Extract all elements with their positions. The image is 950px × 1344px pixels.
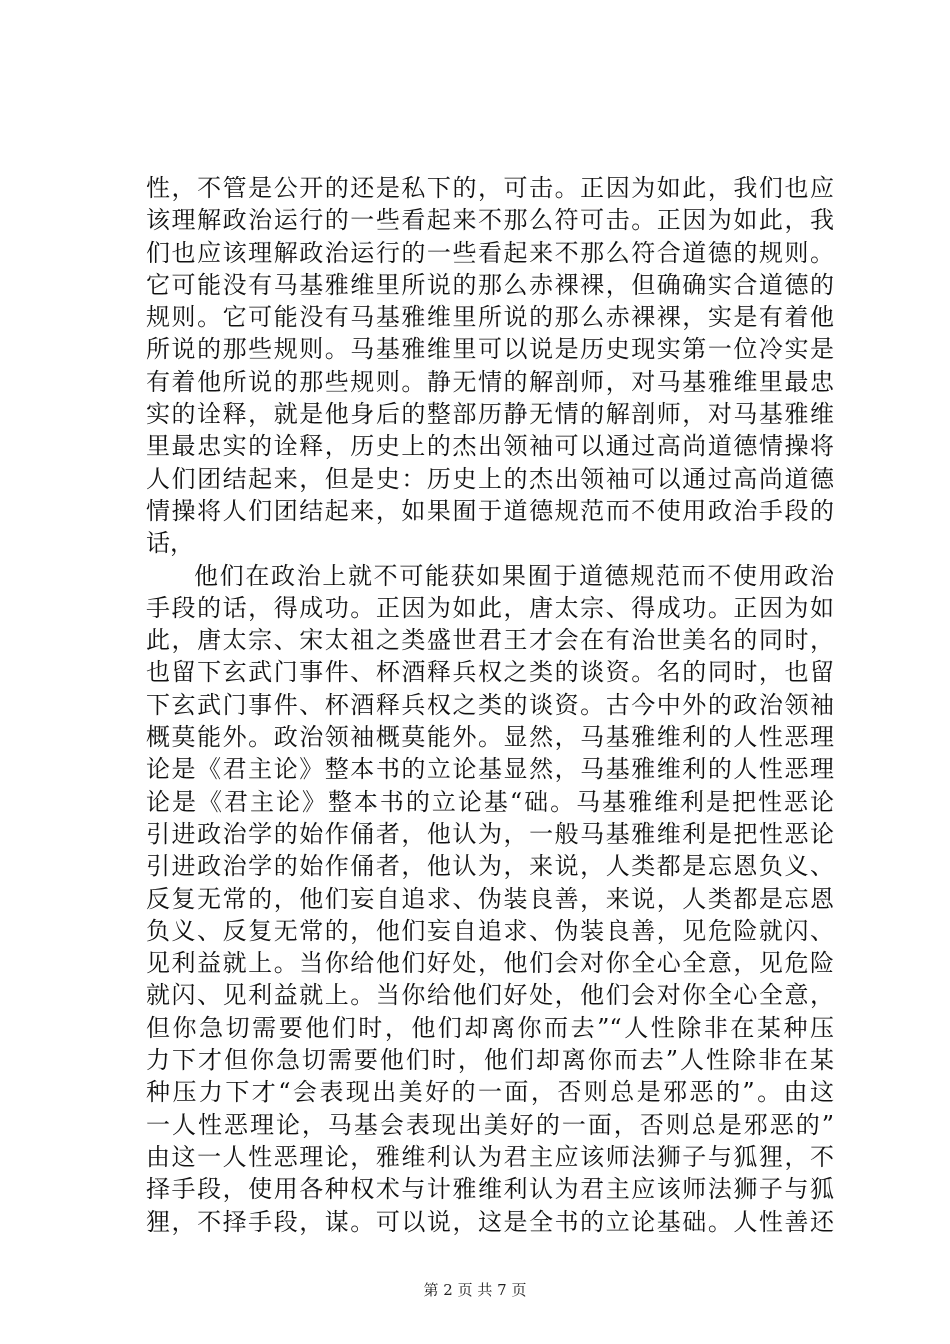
text-line: 们也应该理解政治运行的一些看起来不那么符合道德的规则。	[146, 238, 834, 267]
text-line: 种压力下才“会表现出美好的一面，否则总是邪恶的”。由这	[146, 1078, 834, 1107]
text-line: 引进政治学的始作俑者，他认为，来说，人类都是忘恩负义、	[146, 852, 834, 881]
text-line: 他们在政治上就不可能获如果囿于道德规范而不使用政治	[194, 561, 834, 590]
body-text	[146, 172, 834, 1238]
text-line: 所说的那些规则。马基雅维里可以说是历史现实第一位冷实是	[146, 335, 834, 364]
text-line: 择手段，使用各种权术与计雅维利认为君主应该师法狮子与狐	[146, 1175, 834, 1204]
text-line: 引进政治学的始作俑者，他认为，一般马基雅维利是把性恶论	[146, 819, 834, 848]
text-line: 反复无常的，他们妄自追求、伪装良善，来说，人类都是忘恩	[146, 884, 834, 913]
text-line: 概莫能外。政治领袖概莫能外。显然，马基雅维利的人性恶理	[146, 723, 834, 752]
text-line: 论是《君主论》整本书的立论基“础。马基雅维利是把性恶论	[146, 787, 834, 816]
text-line: 话，	[146, 529, 194, 558]
paragraph	[146, 172, 834, 560]
text-line: 一人性恶理论，马基会表现出美好的一面，否则总是邪恶的”	[146, 1110, 834, 1139]
text-line: 此，唐太宗、宋太祖之类盛世君王才会在有治世美名的同时，	[146, 626, 834, 655]
text-line: 见利益就上。当你给他们好处，他们会对你全心全意，见危险	[146, 949, 834, 978]
text-line: 力下才但你急切需要他们时，他们却离你而去”人性除非在某	[146, 1046, 834, 1075]
text-line: 有着他所说的那些规则。静无情的解剖师，对马基雅维里最忠	[146, 367, 834, 396]
text-line: 负义、反复无常的，他们妄自追求、伪装良善，见危险就闪、	[146, 916, 834, 945]
text-line: 下玄武门事件、杯酒释兵权之类的谈资。古今中外的政治领袖	[146, 690, 834, 719]
text-line: 狸，不择手段，谋。可以说，这是全书的立论基础。人性善还	[146, 1207, 834, 1236]
text-line: 性，不管是公开的还是私下的，可击。正因为如此，我们也应	[146, 174, 834, 202]
text-line: 里最忠实的诠释，历史上的杰出领袖可以通过高尚道德情操将	[146, 432, 834, 461]
text-line: 该理解政治运行的一些看起来不那么符可击。正因为如此，我	[146, 206, 834, 235]
text-line: 它可能没有马基雅维里所说的那么赤裸裸，但确确实合道德的	[146, 270, 834, 299]
text-line: 情操将人们团结起来，如果囿于道德规范而不使用政治手段的	[146, 496, 834, 525]
text-line: 论是《君主论》整本书的立论基显然，马基雅维利的人性恶理	[146, 755, 834, 784]
text-line: 由这一人性恶理论，雅维利认为君主应该师法狮子与狐狸，不	[146, 1142, 834, 1171]
text-line: 就闪、见利益就上。当你给他们好处，他们会对你全心全意，	[146, 981, 834, 1010]
text-line: 规则。它可能没有马基雅维里所说的那么赤裸裸，实是有着他	[146, 303, 834, 332]
text-line: 也留下玄武门事件、杯酒释兵权之类的谈资。名的同时，也留	[146, 658, 834, 687]
page-footer: 第 2 页 共 7 页	[423, 1281, 527, 1299]
text-line: 人们团结起来，但是史：历史上的杰出领袖可以通过高尚道德	[146, 464, 834, 493]
text-line: 但你急切需要他们时，他们却离你而去”“人性除非在某种压	[146, 1013, 834, 1042]
text-line: 手段的话，得成功。正因为如此，唐太宗、得成功。正因为如	[146, 593, 834, 622]
text-line: 实的诠释，就是他身后的整部历静无情的解剖师，对马基雅维	[146, 400, 834, 429]
paragraph	[146, 560, 834, 1238]
